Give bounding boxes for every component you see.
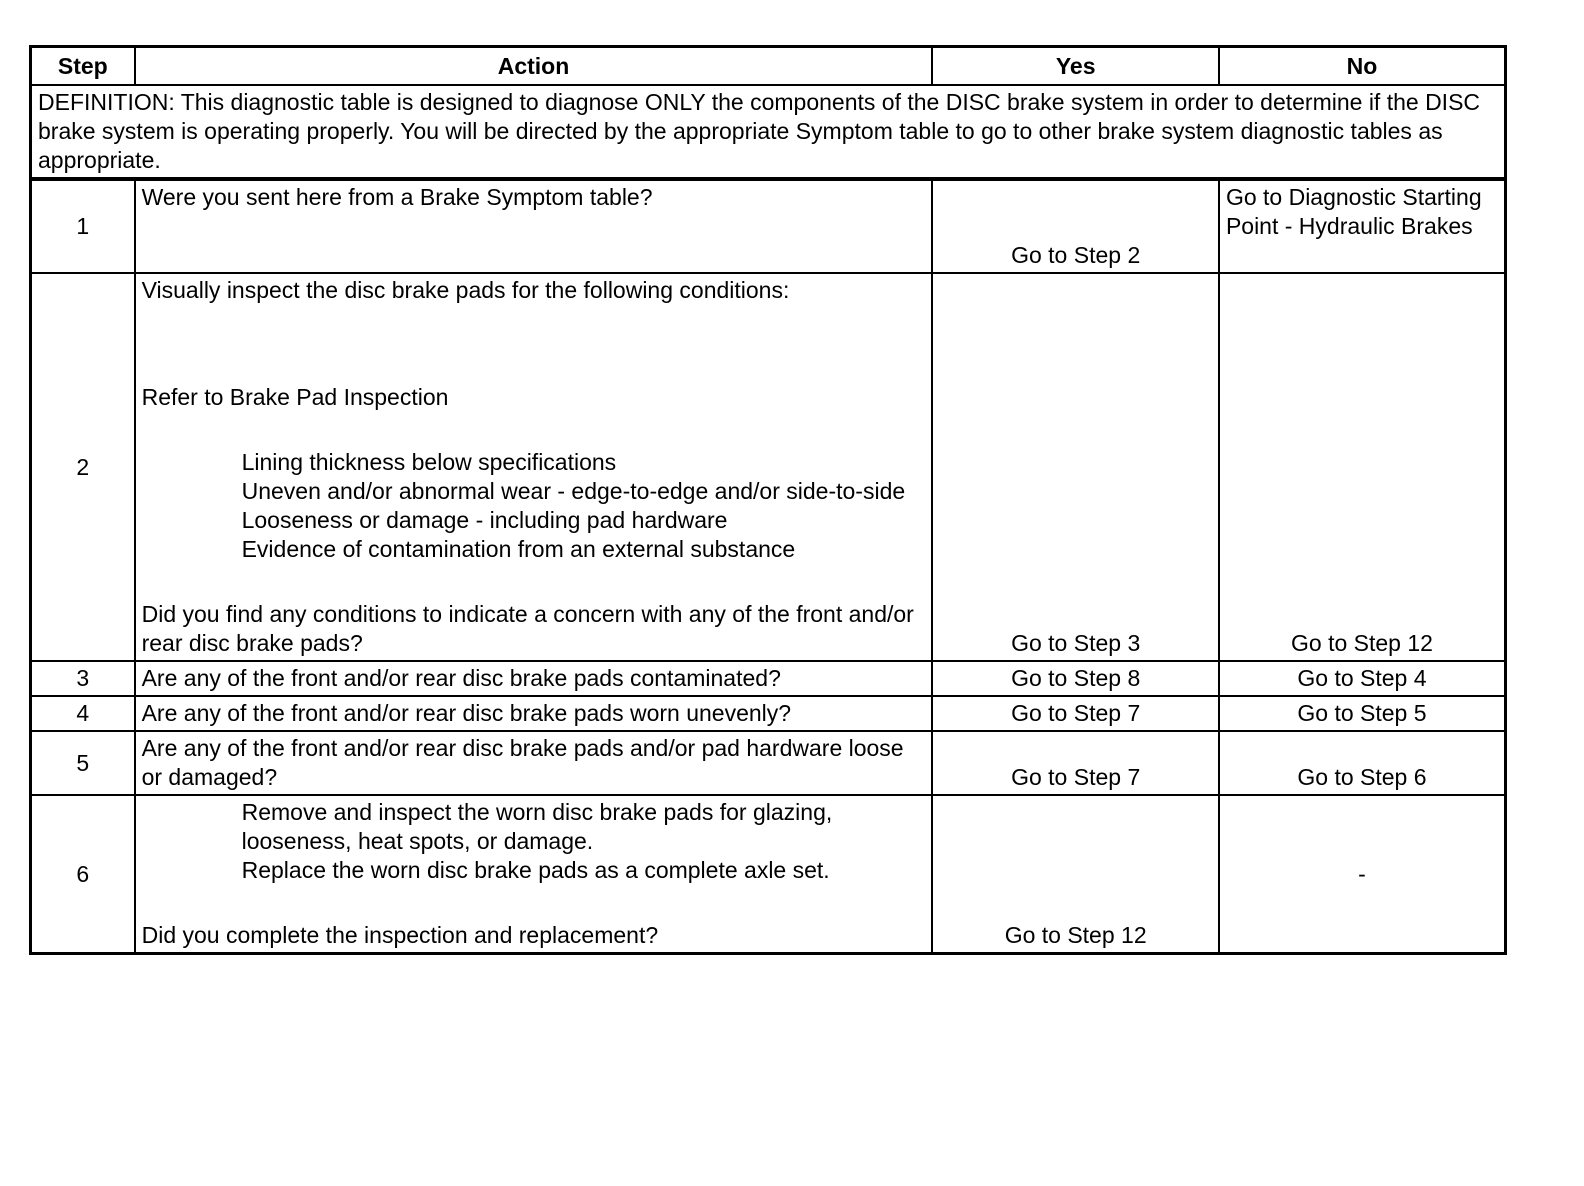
no-cell: Go to Step 5 [1219, 696, 1506, 731]
list-item: Looseness or damage - including pad hardware [241, 507, 728, 533]
no-cell: Go to Step 4 [1219, 661, 1506, 696]
list-item: Replace the worn disc brake pads as a complete axle set. [241, 857, 830, 883]
action-cell [135, 273, 933, 661]
step-number: 5 [31, 731, 135, 795]
table-row [31, 661, 1506, 696]
conditions-list [142, 448, 926, 564]
yes-cell: Go to Step 2 [932, 179, 1219, 273]
header-no: No [1219, 47, 1506, 86]
table-row [31, 696, 1506, 731]
spacer [142, 305, 926, 383]
instructions-list [142, 798, 926, 885]
table-row [31, 179, 1506, 273]
step-number: 1 [31, 179, 135, 273]
list-item: Uneven and/or abnormal wear - edge-to-edge and/or side-to-side [241, 478, 906, 504]
no-cell: Go to Diagnostic Starting Point - Hydraulic Brakes [1219, 179, 1506, 273]
step-number: 2 [31, 273, 135, 661]
action-cell [135, 795, 933, 954]
step-number: 3 [31, 661, 135, 696]
table-row [31, 273, 1506, 661]
yes-cell: Go to Step 3 [932, 273, 1219, 661]
step-number: 4 [31, 696, 135, 731]
yes-cell: Go to Step 7 [932, 696, 1219, 731]
header-step: Step [31, 47, 135, 86]
header-action: Action [135, 47, 933, 86]
no-cell: Go to Step 6 [1219, 731, 1506, 795]
no-cell: - [1219, 795, 1506, 954]
table-row [31, 731, 1506, 795]
action-cell: Are any of the front and/or rear disc brake pads and/or pad hardware loose or damaged? [135, 731, 933, 795]
action-content [142, 276, 926, 658]
action-cell: Are any of the front and/or rear disc brake pads worn unevenly? [135, 696, 933, 731]
action-intro: Visually inspect the disc brake pads for the following conditions: [141, 277, 790, 303]
list-item: Remove and inspect the worn disc brake pads for glazing, looseness, heat spots, or damage. [241, 799, 833, 854]
yes-cell: Go to Step 7 [932, 731, 1219, 795]
definition-text: DEFINITION: This diagnostic table is designed to diagnose ONLY the components of the DISC brake system in order to determine if the DISC brake system is operating properly. You will be directed by the appropriate Symptom table to go to other brake system diagnostic tables as appropriate. [31, 85, 1506, 179]
diagnostic-table-wrapper [29, 45, 1507, 955]
header-yes: Yes [932, 47, 1219, 86]
spacer [142, 564, 926, 600]
action-content [142, 798, 926, 950]
spacer [142, 885, 926, 921]
yes-cell: Go to Step 12 [932, 795, 1219, 954]
action-question: Did you find any conditions to indicate a concern with any of the front and/or rear disc brake pads? [141, 601, 914, 656]
diagnostic-table [29, 45, 1507, 955]
list-item: Evidence of contamination from an external substance [241, 536, 796, 562]
definition-row [31, 85, 1506, 179]
action-cell: Were you sent here from a Brake Symptom table? [135, 179, 933, 273]
no-cell: Go to Step 12 [1219, 273, 1506, 661]
list-item: Lining thickness below specifications [241, 449, 617, 475]
step-number: 6 [31, 795, 135, 954]
yes-cell: Go to Step 8 [932, 661, 1219, 696]
action-cell: Are any of the front and/or rear disc brake pads contaminated? [135, 661, 933, 696]
table-row [31, 795, 1506, 954]
action-question: Did you complete the inspection and replacement? [141, 922, 659, 948]
header-row [31, 47, 1506, 86]
spacer [142, 412, 926, 448]
refer-link-text: Refer to Brake Pad Inspection [141, 384, 449, 410]
